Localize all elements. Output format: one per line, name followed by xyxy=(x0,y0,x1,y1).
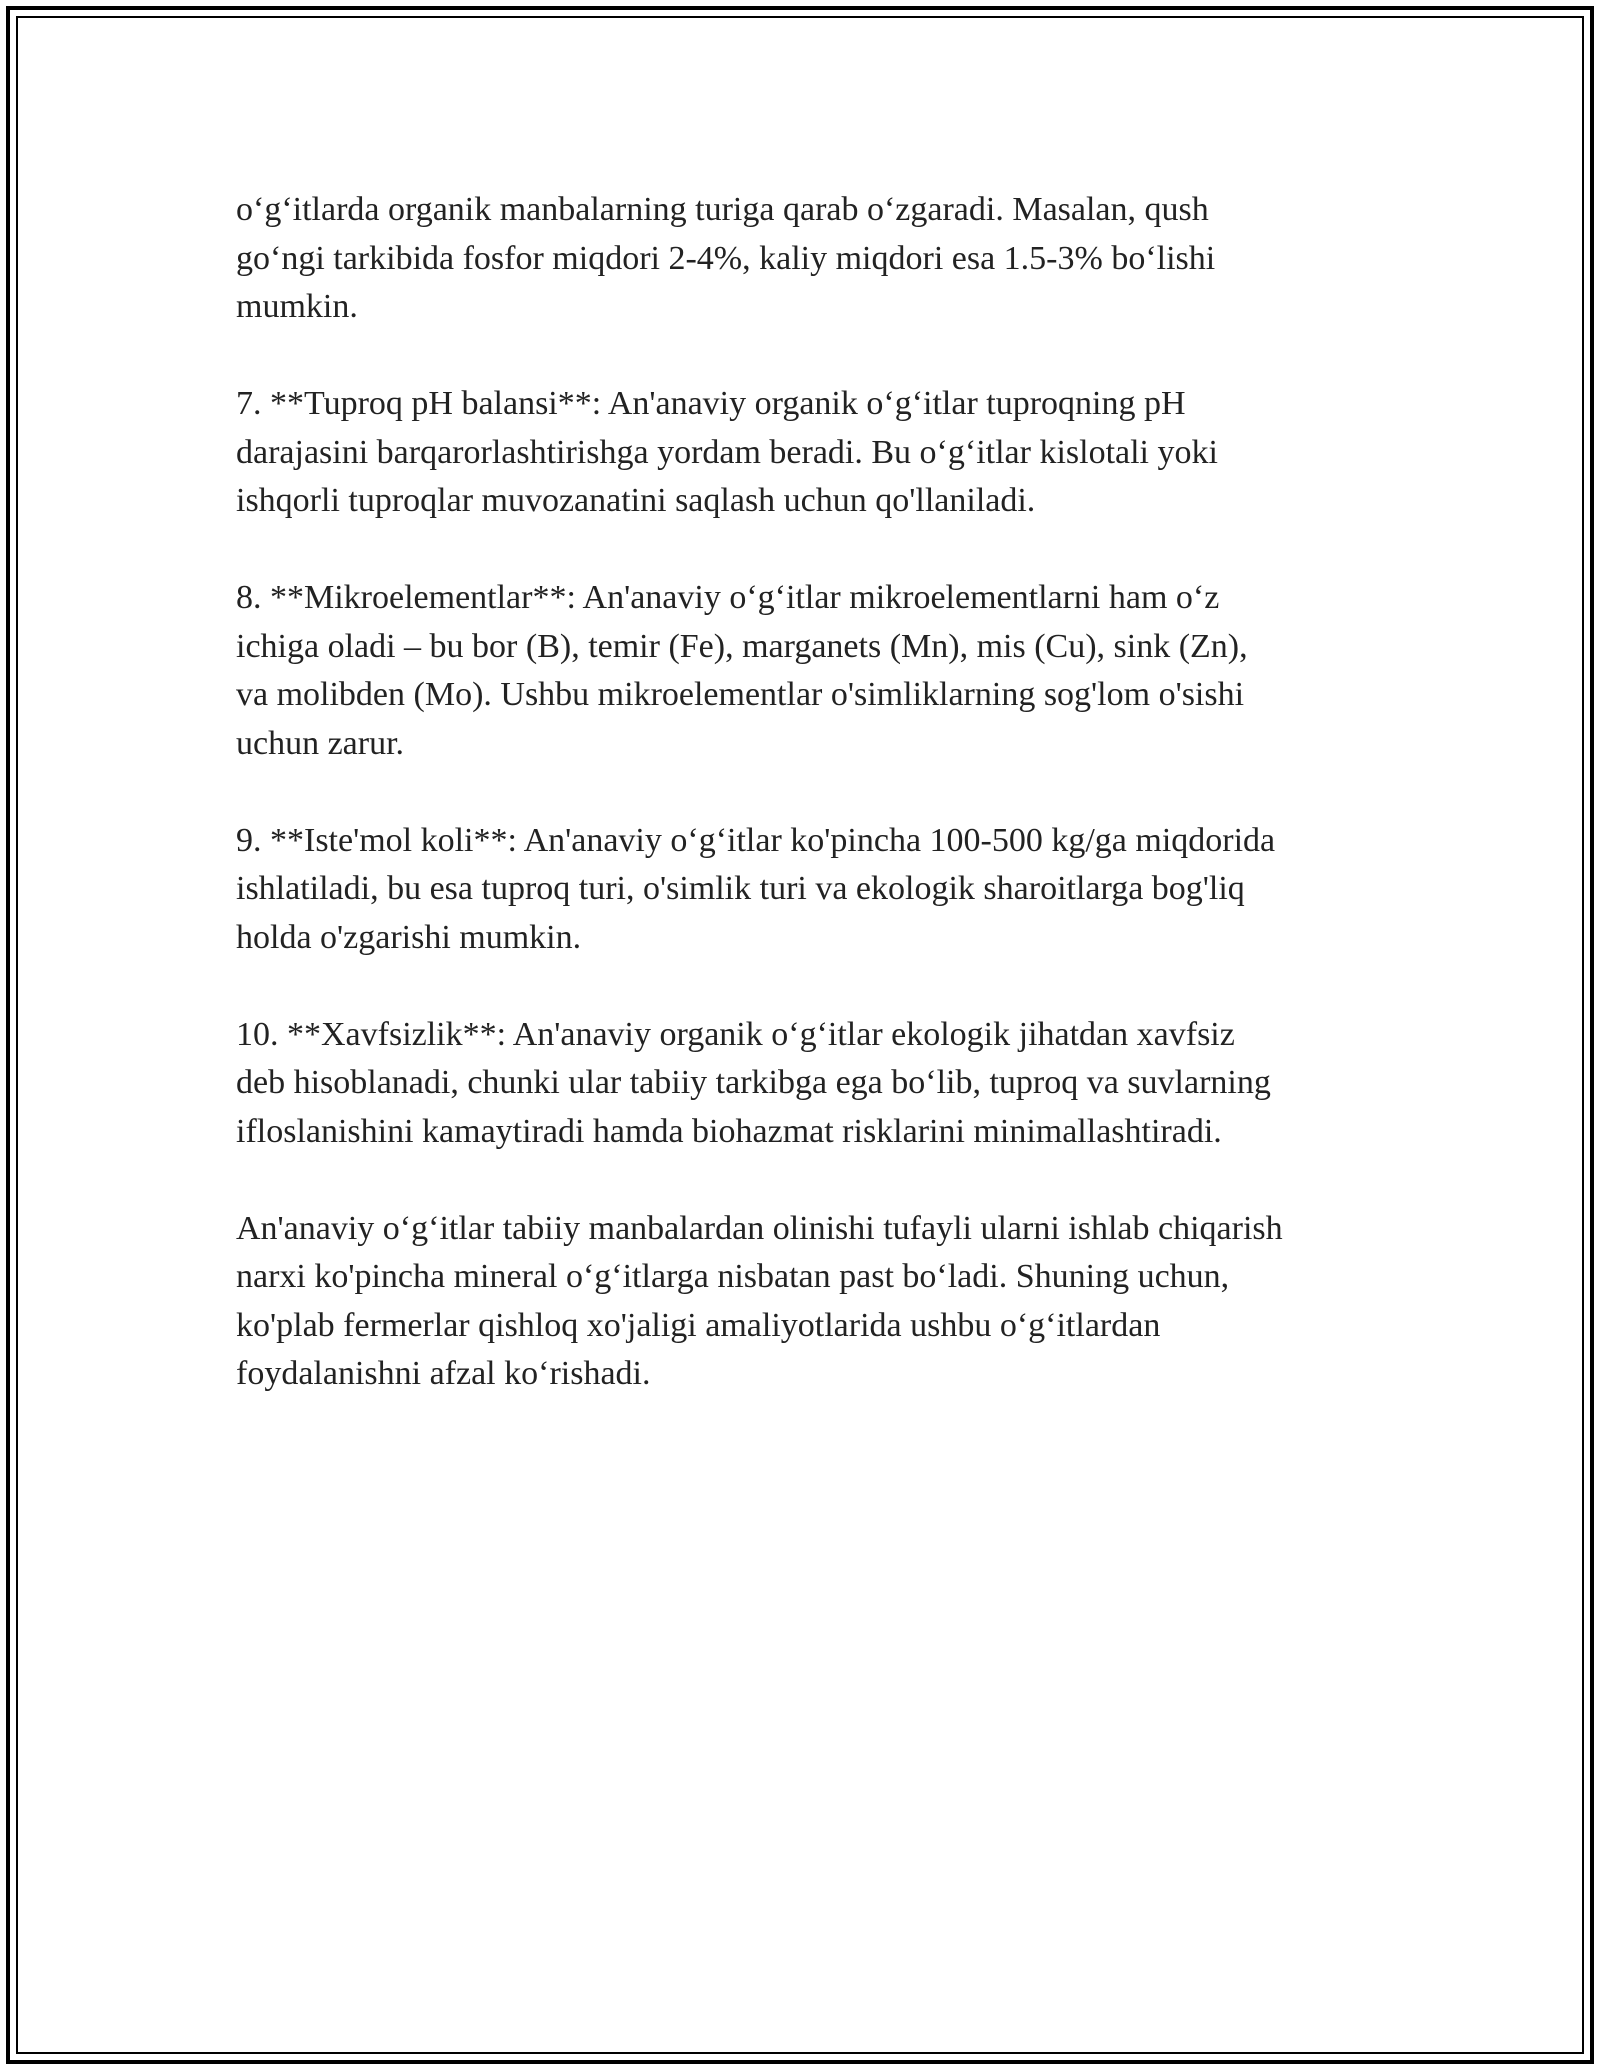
text-line: ishlatiladi, bu esa tuproq turi, o'simlik turi va ekologik sharoitlarga bog'liq xyxy=(236,870,1245,907)
text-line: narxi ko'pincha mineral o‘g‘itlarga nisbatan past bo‘ladi. Shuning uchun, xyxy=(236,1258,1230,1295)
text-line: 9. **Iste'mol koli**: An'anaviy o‘g‘itlar ko'pincha 100-500 kg/ga miqdorida xyxy=(236,821,1276,859)
paragraph-item-10 xyxy=(236,1011,1416,1157)
text-line: ichiga oladi – bu bor (B), temir (Fe), marganets (Mn), mis (Cu), sink (Zn), xyxy=(236,627,1248,665)
text-line: deb hisoblanadi, chunki ular tabiiy tarkibga ega bo‘lib, tuproq va suvlarning xyxy=(236,1064,1271,1101)
paragraph-item-9 xyxy=(236,817,1416,963)
text-line: An'anaviy o‘g‘itlar tabiiy manbalardan olinishi tufayli ularni ishlab chiqarish xyxy=(236,1209,1283,1247)
text-line: mumkin. xyxy=(236,288,358,325)
text-line: holda o'zgarishi mumkin. xyxy=(236,918,582,956)
text-line: ifloslanishini kamaytiradi hamda biohazmat risklarini minimallashtiradi. xyxy=(236,1112,1222,1150)
text-line: go‘ngi tarkibida fosfor miqdori 2-4%, kaliy miqdori esa 1.5-3% bo‘lishi xyxy=(236,239,1216,277)
paragraph-conclusion xyxy=(236,1205,1416,1399)
paragraph-item-8 xyxy=(236,574,1416,768)
text-line: 7. **Tuproq pH balansi**: An'anaviy organik o‘g‘itlar tuproqning pH xyxy=(236,385,1186,422)
text-line: ishqorli tuproqlar muvozanatini saqlash uchun qo'llaniladi. xyxy=(236,482,1036,519)
text-line: o‘g‘itlarda organik manbalarning turiga qarab o‘zgaradi. Masalan, qush xyxy=(236,191,1209,228)
text-line: foydalanishni afzal ko‘rishadi. xyxy=(236,1355,651,1392)
text-line: va molibden (Mo). Ushbu mikroelementlar o'simliklarning sog'lom o'sishi xyxy=(236,676,1245,713)
text-line: uchun zarur. xyxy=(236,724,405,762)
text-line: 8. **Mikroelementlar**: An'anaviy o‘g‘itlar mikroelementlarni ham o‘z xyxy=(236,579,1220,616)
document-body xyxy=(236,186,1416,1447)
text-line: 10. **Xavfsizlik**: An'anaviy organik o‘g‘itlar ekologik jihatdan xavfsiz xyxy=(236,1015,1235,1053)
paragraph-item-7 xyxy=(236,380,1416,526)
text-line: darajasini barqarorlashtirishga yordam beradi. Bu o‘g‘itlar kislotali yoki xyxy=(236,433,1218,471)
paragraph-intro-continuation xyxy=(236,186,1416,332)
text-line: ko'plab fermerlar qishloq xo'jaligi amaliyotlarida ushbu o‘g‘itlardan xyxy=(236,1306,1161,1344)
